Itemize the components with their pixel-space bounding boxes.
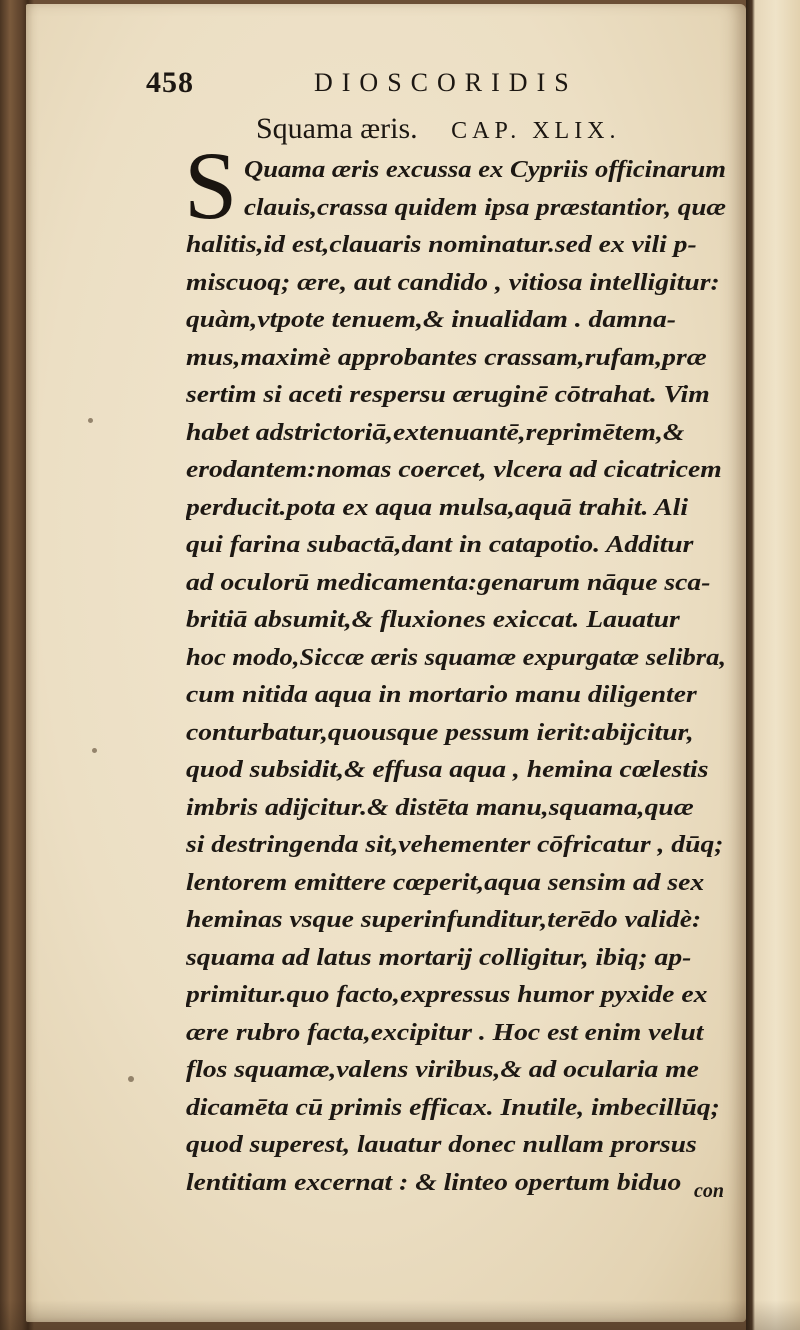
text-line: cum nitida aqua in mortario manu diligenter [186,682,697,708]
paper-speck [92,748,97,753]
text-line: sertim si aceti respersu æruginē cōtrahat. Vim [186,382,710,408]
text-line: quàm,vtpote tenuem,& inualidam . damna- [186,307,676,333]
page-shadow [0,1300,800,1330]
text-line: britiā absumit,& fluxiones exiccat. Lauatur [186,607,680,633]
text-line: halitis,id est,clauaris nominatur.sed ex vili p- [186,232,697,258]
text-line: quod subsidit,& effusa aqua , hemina cœlestis [186,757,709,783]
facing-page-edge [746,0,800,1330]
chapter-heading [256,112,716,146]
text-line: conturbatur,quousque pessum ierit:abijcitur, [186,719,694,746]
chapter-title: Squama æris. [256,112,418,145]
catchword: con [694,1180,724,1202]
paper-speck [88,418,93,423]
text-line: clauis,crassa quidem ipsa præstantior, quæ [244,194,726,221]
running-head: DIOSCORIDIS [314,68,578,97]
text-line: miscuoq; ære, aut candido , vitiosa intelligitur: [186,269,720,296]
text-line: mus,maximè approbantes crassam,rufam,præ [186,344,707,371]
text-line: primitur.quo facto,expressus humor pyxide ex [186,982,708,1008]
text-line: dicamēta cū primis efficax. Inutile, imbecillūq; [186,1094,720,1121]
text-line: erodantem:nomas coercet, vlcera ad cicatricem [186,457,722,483]
text-line: qui farina subactā,dant in catapotio. Additur [186,532,694,558]
text-line: si destringenda sit,vehementer cōfricatur , dūq; [186,832,724,858]
page-number: 458 [146,66,194,99]
text-line: perducit.pota ex aqua mulsa,aquā trahit. Ali [186,494,688,521]
text-line: hoc modo,Siccæ æris squamæ expurgatæ selibra, [186,644,726,671]
chapter-number: CAP. XLIX. [451,118,621,144]
text-line: Quama æris excussa ex Cypriis officinarum [244,157,726,183]
text-line: heminas vsque superinfunditur,terēdo validè: [186,907,702,933]
text-line: squama ad latus mortarij colligitur, ibiq; ap- [186,944,692,971]
text-line: lentitiam excernat : & linteo opertum biduo [186,1169,682,1196]
body-text [186,152,726,1202]
drop-cap: S [184,132,238,239]
page-header [146,66,726,106]
text-line: imbris adijcitur.& distēta manu,squama,quæ [186,794,694,821]
text-line: ære rubro facta,excipitur . Hoc est enim velut [186,1019,704,1046]
text-line: ad oculorū medicamenta:genarum nāque sca- [186,569,711,596]
text-line: quod superest, lauatur donec nullam prorsus [186,1132,697,1158]
text-line: habet adstrictoriā,extenuantē,reprimētem,& [186,419,685,446]
text-line: lentorem emittere cœperit,aqua sensim ad sex [186,869,705,896]
text-line: flos squamæ,valens viribus,& ad ocularia me [186,1057,699,1083]
paper-speck [128,1076,134,1082]
